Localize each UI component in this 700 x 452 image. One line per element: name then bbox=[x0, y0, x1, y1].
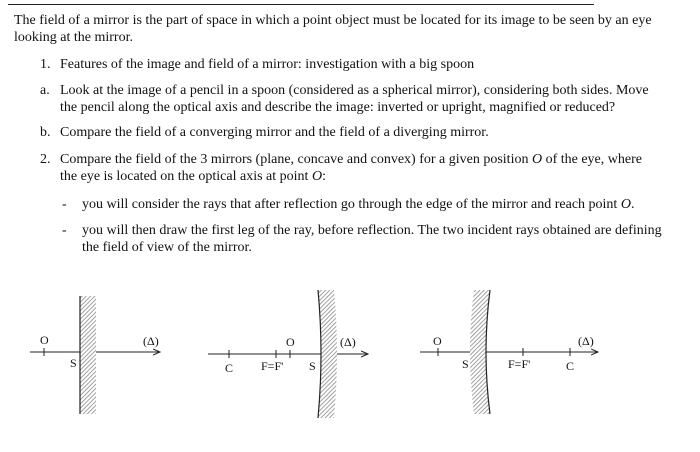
bullet-2-dash: - bbox=[62, 223, 67, 238]
convex-vertex-label: S bbox=[462, 357, 469, 371]
bullet-2-line-1: you will then draw the first leg of the ray, before reflection. The two incident rays obtained are defining bbox=[82, 223, 662, 238]
convex-center-label: C bbox=[566, 359, 575, 373]
q2-line-2-b: : bbox=[322, 169, 326, 184]
q1a-label: a. bbox=[40, 83, 50, 98]
convex-focus-label: F=F' bbox=[508, 357, 531, 371]
convex-axis-label: (Δ) bbox=[578, 334, 594, 348]
bullet-1-b: . bbox=[630, 197, 635, 212]
q2-line-1-b: of the eye, where bbox=[542, 152, 642, 167]
q1a-line-2: the pencil along the optical axis and describe the image: inverted or upright, magnified or reduced? bbox=[60, 100, 616, 115]
plane-eye-label: O bbox=[40, 333, 49, 347]
q1-text: Features of the image and field of a mirror: investigation with a big spoon bbox=[60, 57, 475, 72]
plane-vertex-label: S bbox=[70, 356, 77, 370]
bullet-2-line-2: the field of view of the mirror. bbox=[82, 240, 252, 255]
q2-line-1-a: Compare the field of the 3 mirrors (plane, concave and convex) for a given position bbox=[60, 152, 532, 167]
bullet-1-dash: - bbox=[62, 197, 67, 212]
intro-line-2: looking at the mirror. bbox=[14, 30, 133, 45]
concave-mirror-diagram bbox=[208, 290, 368, 418]
intro-line-1: The field of a mirror is the part of space in which a point object must be located for its image to be seen by an eye bbox=[14, 13, 652, 28]
plane-mirror-hatch bbox=[80, 296, 96, 414]
q1a-line-1: Look at the image of a pencil in a spoon (considered as a spherical mirror), considering both sides. Move bbox=[60, 83, 649, 98]
concave-eye-label: O bbox=[286, 335, 295, 349]
q2-line-2-a: the eye is located on the optical axis at point bbox=[60, 169, 312, 184]
q1b-text: Compare the field of a converging mirror and the field of a diverging mirror. bbox=[60, 125, 489, 140]
q1-number: 1. bbox=[40, 57, 51, 72]
concave-center-label: C bbox=[225, 361, 234, 375]
bullet-1-var: O bbox=[620, 197, 631, 212]
concave-vertex-label: S bbox=[309, 359, 316, 373]
concave-focus-label: F=F' bbox=[261, 359, 284, 373]
bullet-1-a: you will consider the rays that after reflection go through the edge of the mirror and reach point bbox=[82, 197, 621, 212]
convex-eye-label: O bbox=[433, 334, 442, 348]
q2-line-2-var: O bbox=[311, 169, 323, 184]
plane-mirror-diagram bbox=[30, 296, 160, 414]
concave-axis-label: (Δ) bbox=[340, 335, 356, 349]
plane-axis-label: (Δ) bbox=[143, 334, 159, 348]
q2-number: 2. bbox=[40, 152, 51, 167]
q2-line-1-var: O bbox=[531, 152, 543, 167]
q1b-label: b. bbox=[40, 125, 51, 140]
convex-mirror-diagram bbox=[420, 290, 598, 414]
